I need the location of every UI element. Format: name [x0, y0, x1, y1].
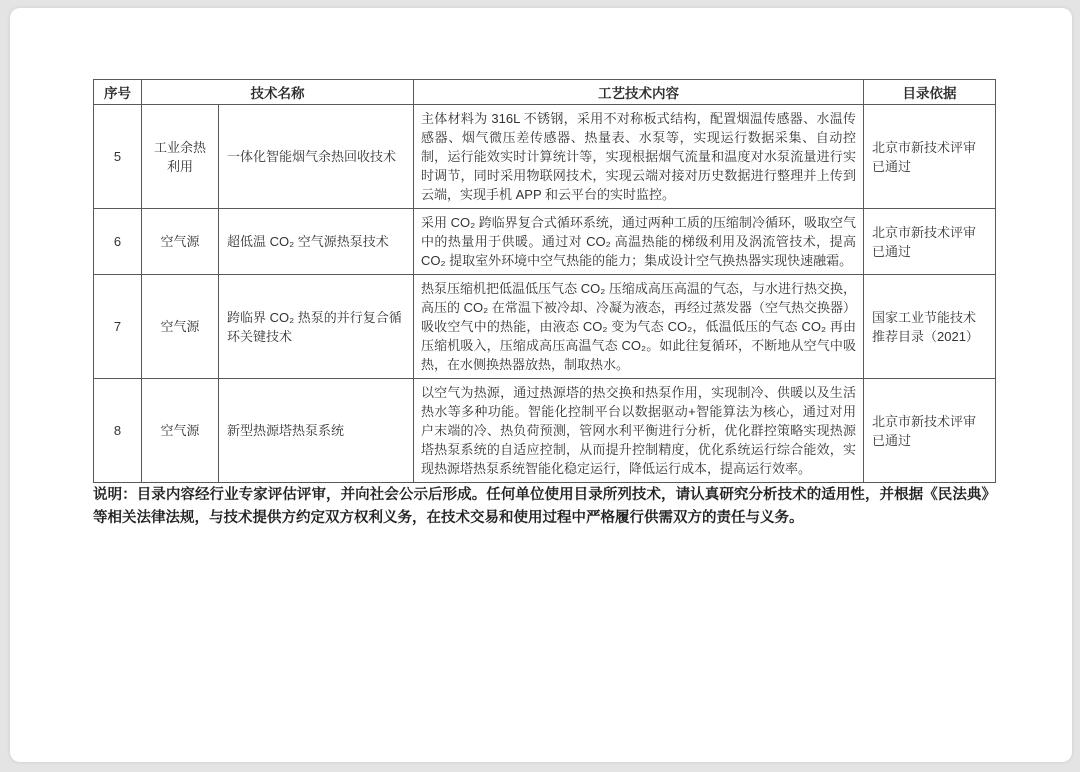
cell-process-content: 采用 CO₂ 跨临界复合式循环系统，通过两种工质的压缩制冷循环，吸取空气中的热量用于供暖。通过对 CO₂ 高温热能的梯级利用及涡流管技术，提高 CO₂ 提取室外环境中空气热能的能力；集成设计空气换热器实现快速融霜。 — [414, 209, 864, 275]
cell-tech-name: 新型热源塔热泵系统 — [219, 379, 414, 483]
cell-process-content: 热泵压缩机把低温低压气态 CO₂ 压缩成高压高温的气态，与水进行热交换，高压的 CO₂ 在常温下被冷却、冷凝为液态，再经过蒸发器（空气热交换器）吸收空气中的热能，由液态 CO₂ 变为气态 CO₂，低温低压的气态 CO₂ 再由压缩机吸入，压缩成高压高温气态 CO₂。如此往复循环，不断地从空气中吸热，在水侧换热器放热，制取热水。 — [414, 275, 864, 379]
cell-serial: 7 — [94, 275, 142, 379]
cell-serial: 8 — [94, 379, 142, 483]
cell-catalog-basis: 北京市新技术评审已通过 — [864, 105, 996, 209]
cell-process-content: 以空气为热源，通过热源塔的热交换和热泵作用，实现制冷、供暖以及生活热水等多种功能。智能化控制平台以数据驱动+智能算法为核心，通过对用户末端的冷、热负荷预测，管网水利平衡进行分析，优化群控策略实现热源塔热泵系统的自适应控制，从而提升控制精度，优化系统运行综合能效，实现热源塔热泵系统智能化稳定运行，降低运行成本，提高运行效率。 — [414, 379, 864, 483]
technology-table — [93, 79, 996, 483]
table-header-row — [94, 80, 996, 105]
cell-serial: 5 — [94, 105, 142, 209]
cell-category: 空气源 — [142, 209, 219, 275]
cell-category: 工业余热利用 — [142, 105, 219, 209]
header-catalog-basis: 目录依据 — [864, 80, 996, 105]
table-row — [94, 379, 996, 483]
cell-catalog-basis: 国家工业节能技术推荐目录（2021） — [864, 275, 996, 379]
header-tech-name: 技术名称 — [142, 80, 414, 105]
note-text: 说明：目录内容经行业专家评估评审，并向社会公示后形成。任何单位使用目录所列技术，请认真研究分析技术的适用性，并根据《民法典》等相关法律法规，与技术提供方约定双方权利义务，在技术交易和使用过程中严格履行供需双方的责任与义务。 — [93, 487, 996, 526]
cell-category: 空气源 — [142, 275, 219, 379]
cell-catalog-basis: 北京市新技术评审已通过 — [864, 209, 996, 275]
cell-category: 空气源 — [142, 379, 219, 483]
document-page — [10, 8, 1072, 762]
cell-catalog-basis: 北京市新技术评审已通过 — [864, 379, 996, 483]
header-serial: 序号 — [94, 80, 142, 105]
header-process-content: 工艺技术内容 — [414, 80, 864, 105]
cell-tech-name: 跨临界 CO₂ 热泵的并行复合循环关键技术 — [219, 275, 414, 379]
table-row — [94, 209, 996, 275]
cell-serial: 6 — [94, 209, 142, 275]
table-row — [94, 105, 996, 209]
cell-tech-name: 超低温 CO₂ 空气源热泵技术 — [219, 209, 414, 275]
cell-tech-name: 一体化智能烟气余热回收技术 — [219, 105, 414, 209]
table-row — [94, 275, 996, 379]
cell-process-content: 主体材料为 316L 不锈钢，采用不对称板式结构，配置烟温传感器、水温传感器、烟气微压差传感器、热量表、水泵等，实现运行数据采集、自动控制，运行能效实时计算统计等，实现根据烟气流量和温度对水泵流量进行实时调节，同时采用物联网技术，实现云端对接对历史数据进行整理并上传到云端，实现手机 APP 和云平台的实时监控。 — [414, 105, 864, 209]
